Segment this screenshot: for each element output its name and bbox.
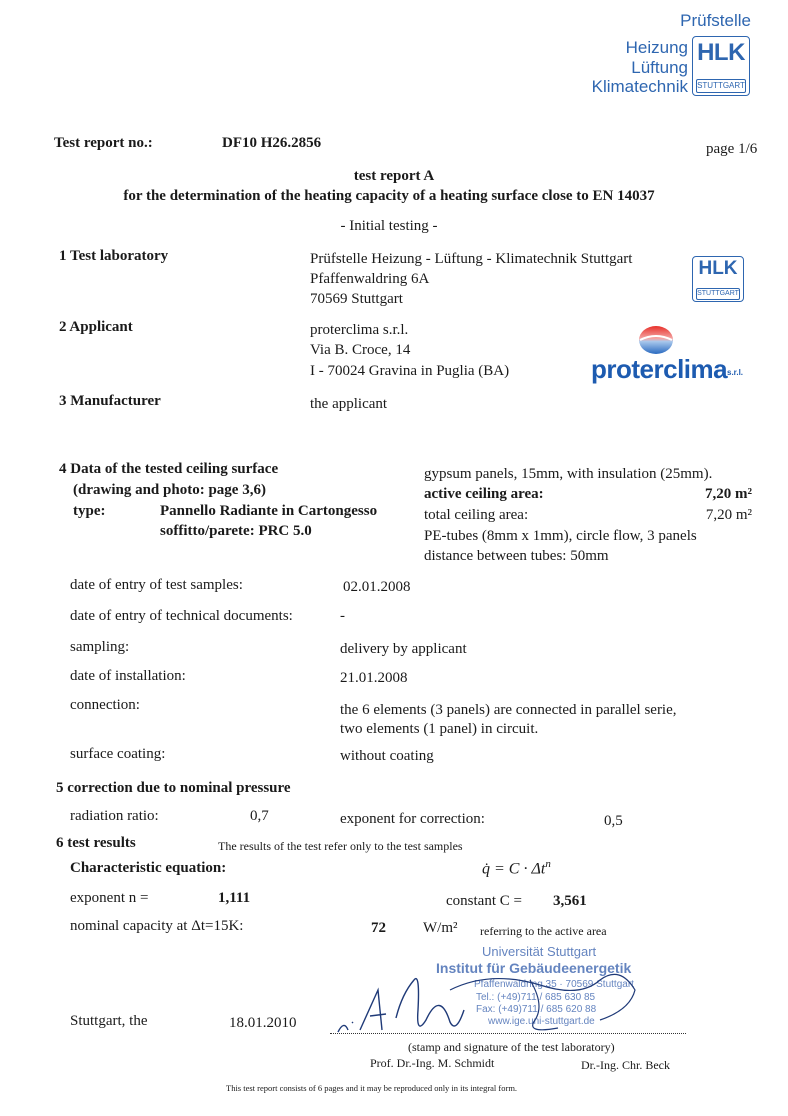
handwritten-signature	[330, 950, 660, 1040]
exponent-value: 1,111	[218, 890, 251, 906]
capacity-unit: W/m²	[423, 920, 458, 936]
applicant-line2: Via B. Croce, 14	[310, 342, 411, 358]
correction-heading: 5 correction due to nominal pressure	[56, 780, 291, 796]
stamp-line3: Pfaffenwaldring 35 · 70569 Stuttgart	[474, 979, 634, 990]
lab-heading: 1 Test laboratory	[59, 248, 169, 264]
lab-line3: 70569 Stuttgart	[310, 291, 403, 307]
eq-qdot: q̇	[482, 860, 490, 878]
surface-desc: gypsum panels, 15mm, with insulation (25mm).	[424, 466, 713, 482]
applicant-heading: 2 Applicant	[59, 319, 133, 335]
detail-value: -	[340, 608, 345, 624]
page-number: page 1/6	[706, 141, 758, 157]
manufacturer-value: the applicant	[310, 396, 388, 412]
surface-type-line1: Pannello Radiante in Cartongesso	[160, 503, 378, 519]
signature-place: Stuttgart, the	[70, 1013, 148, 1029]
detail-value: the 6 elements (3 panels) are connected in parallel serie,	[340, 702, 677, 718]
stamp-line1: Universität Stuttgart	[482, 944, 597, 959]
lab-hlk-logo	[692, 256, 744, 302]
detail-label: date of entry of technical documents:	[70, 608, 293, 624]
lab-logo-stuttgart: STUTTGART	[696, 288, 740, 300]
stamp-line4: Tel.: (+49)711 / 685 630 85	[476, 992, 596, 1003]
capacity-note: referring to the active area	[480, 924, 607, 938]
results-note: The results of the test refer only to the test samples	[218, 839, 463, 853]
detail-label: sampling:	[70, 639, 130, 655]
stamp-line5: Fax: (+49)711 / 685 620 88	[476, 1004, 597, 1015]
detail-label: surface coating:	[70, 746, 166, 762]
tube-distance: distance between tubes: 50mm	[424, 548, 609, 564]
exponent-label: exponent n =	[70, 890, 149, 906]
detail-value: without coating	[340, 748, 434, 764]
active-area-label: active ceiling area:	[424, 486, 544, 502]
report-title: test report A	[353, 168, 435, 184]
exponent-correction-value: 0,5	[604, 813, 623, 829]
detail-label: connection:	[70, 697, 140, 713]
signatory-1: Prof. Dr.-Ing. M. Schmidt	[370, 1056, 495, 1070]
eq-sup: n	[545, 858, 551, 870]
radiation-ratio-label: radiation ratio:	[70, 808, 159, 824]
active-area-value: 7,20 m²	[705, 486, 752, 502]
header-heizung: Heizung	[625, 38, 688, 57]
applicant-line3: I - 70024 Gravina in Puglia (BA)	[310, 363, 510, 379]
lab-logo-hlk: HLK	[698, 258, 738, 279]
total-area-label: total ceiling area:	[424, 507, 529, 523]
detail-value-line2: two elements (1 panel) in circuit.	[340, 721, 539, 737]
detail-label: date of installation:	[70, 668, 186, 684]
header-lueftung: Lüftung	[631, 58, 688, 77]
radiation-ratio-value: 0,7	[250, 808, 269, 824]
proterclima-logo-suffix: s.r.l.	[727, 368, 744, 377]
char-equation-label: Characteristic equation:	[70, 860, 227, 876]
detail-value: delivery by applicant	[340, 641, 467, 657]
surface-type-line2: soffitto/parete: PRC 5.0	[160, 523, 312, 539]
initial-testing: - Initial testing -	[340, 218, 438, 234]
capacity-value: 72	[371, 920, 386, 936]
signature-line	[330, 1033, 686, 1034]
proterclima-logo-icon	[636, 322, 676, 358]
detail-label: date of entry of test samples:	[70, 577, 243, 593]
signature-caption: (stamp and signature of the test laboratory)	[408, 1040, 615, 1054]
header-pruefstelle: Prüfstelle	[680, 11, 751, 30]
footer-note: This test report consists of 6 pages and it may be reproduced only in its integral form.	[226, 1083, 518, 1093]
results-heading: 6 test results	[56, 835, 136, 851]
manufacturer-heading: 3 Manufacturer	[59, 393, 161, 409]
eq-mid: = C · Δt	[490, 860, 546, 878]
surface-type-label: type:	[73, 503, 106, 519]
header-klimatechnik: Klimatechnik	[591, 77, 688, 96]
char-equation	[482, 858, 551, 878]
surface-sub: (drawing and photo: page 3,6)	[73, 482, 266, 498]
header-logo-stuttgart: STUTTGART	[696, 79, 746, 93]
lab-line2: Pfaffenwaldring 6A	[310, 271, 430, 287]
constant-value: 3,561	[553, 893, 587, 909]
applicant-line1: proterclima s.r.l.	[310, 322, 409, 338]
stamp-line2: Institut für Gebäudeenergetik	[436, 960, 632, 976]
report-label: Test report no.:	[54, 135, 153, 151]
report-number: DF10 H26.2856	[222, 135, 322, 151]
header-logo-hlk: HLK	[697, 39, 745, 66]
header-hlk-logo	[692, 36, 750, 96]
lab-line1: Prüfstelle Heizung - Lüftung - Klimatechnik Stuttgart	[310, 251, 633, 267]
signature-date: 18.01.2010	[229, 1015, 297, 1031]
surface-heading: 4 Data of the tested ceiling surface	[59, 461, 279, 477]
exponent-correction-label: exponent for correction:	[340, 811, 485, 827]
constant-label: constant C =	[446, 893, 522, 909]
proterclima-logo-text: proterclima	[591, 354, 728, 384]
total-area-value: 7,20 m²	[705, 507, 752, 523]
detail-value: 21.01.2008	[340, 670, 408, 686]
report-subtitle: for the determination of the heating capacity of a heating surface close to EN 14037	[123, 188, 655, 204]
tubes-info: PE-tubes (8mm x 1mm), circle flow, 3 panels	[424, 528, 697, 544]
stamp-line6: www.ige.uni-stuttgart.de	[488, 1016, 595, 1027]
detail-value: 02.01.2008	[343, 579, 411, 595]
capacity-label: nominal capacity at Δt=15K:	[70, 918, 244, 934]
signatory-2: Dr.-Ing. Chr. Beck	[581, 1058, 670, 1072]
